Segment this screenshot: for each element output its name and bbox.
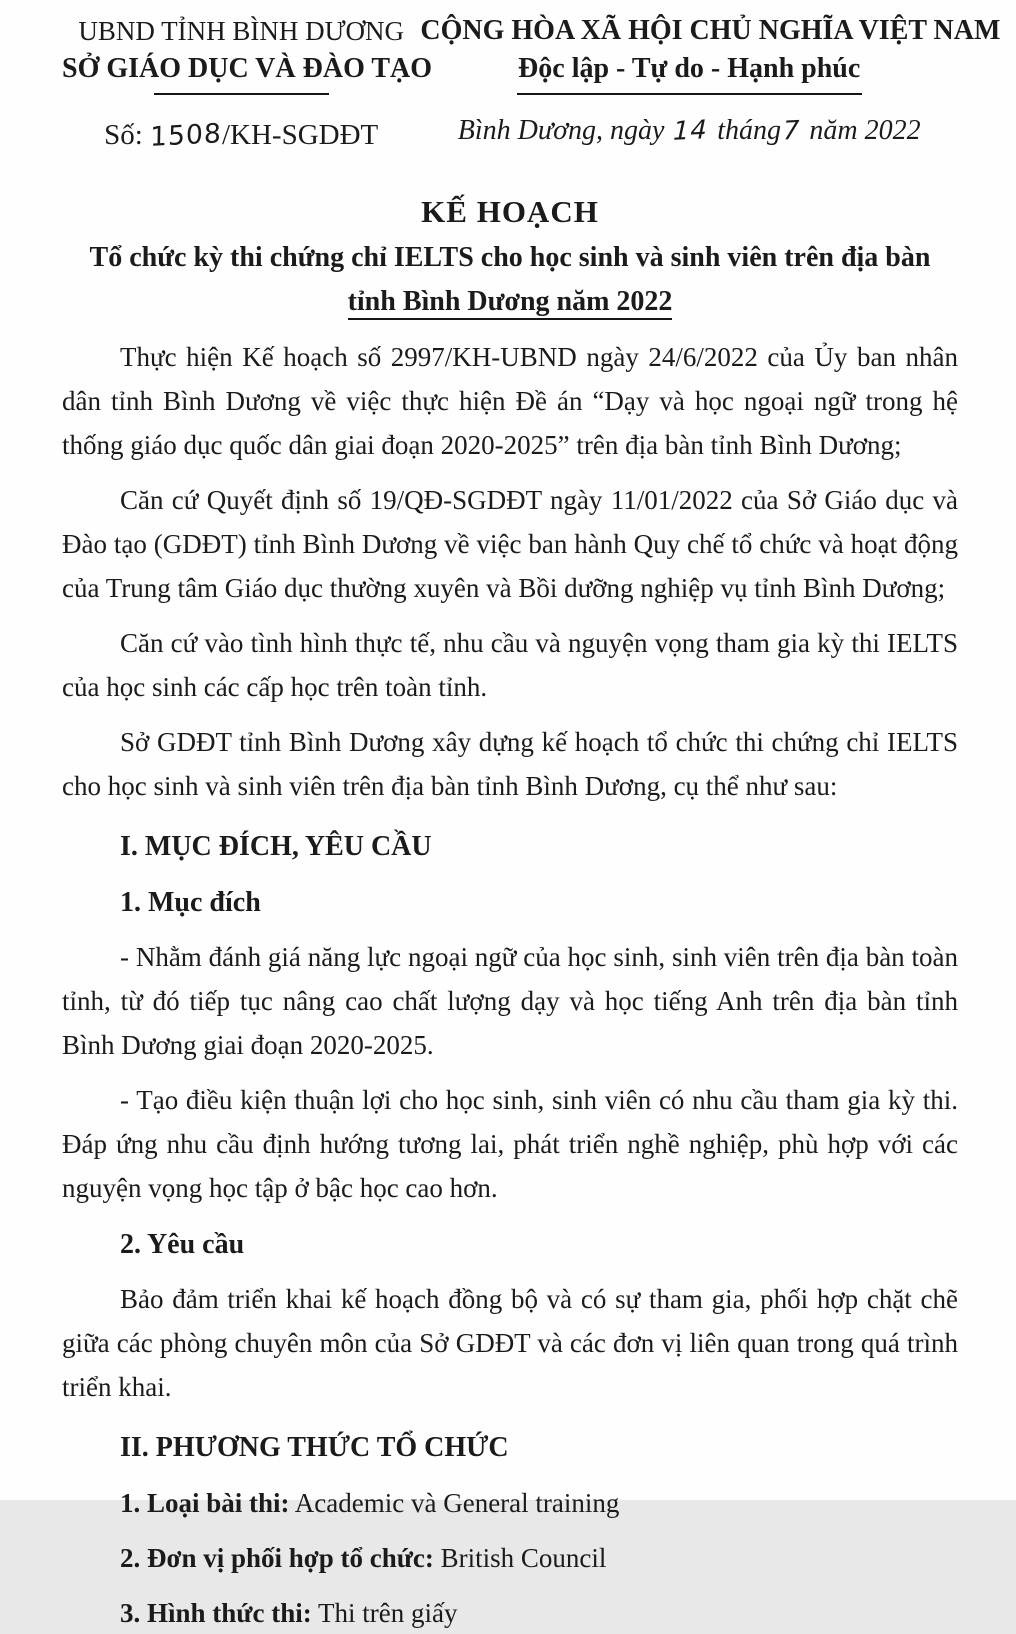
section-2-item-2-label: 2. Đơn vị phối hợp tổ chức: bbox=[120, 1543, 434, 1573]
date-year-suffix: năm 2022 bbox=[809, 115, 921, 146]
subtitle-line-2-wrap bbox=[62, 280, 958, 324]
subtitle-line-2: tỉnh Bình Dương năm 2022 bbox=[348, 286, 673, 320]
document-number-handwritten: 1508 bbox=[149, 118, 223, 153]
section-1-sub-2-heading: 2. Yêu cầu bbox=[120, 1229, 245, 1260]
document-title: KẾ HOẠCH bbox=[421, 194, 599, 229]
section-2-item-3-label: 3. Hình thức thi: bbox=[120, 1598, 312, 1628]
authority-parent-name: UBND TỈNH BÌNH DƯƠNG bbox=[78, 16, 405, 46]
document-body bbox=[62, 194, 958, 1634]
section-2-item-2-value: British Council bbox=[440, 1543, 607, 1573]
issuing-authority-block bbox=[62, 12, 433, 153]
preamble-paragraph-3: Căn cứ vào tình hình thực tế, nhu cầu và nguyện vọng tham gia kỳ thi IELTS của học sinh các cấp học trên toàn tỉnh. bbox=[62, 628, 958, 702]
section-2-item-2 bbox=[62, 1537, 958, 1579]
date-line bbox=[420, 115, 958, 147]
section-1-sub-1-paragraph-1: - Nhằm đánh giá năng lực ngoại ngữ của học sinh, sinh viên trên địa bàn toàn tỉnh, từ đó tiếp tục nâng cao chất lượng dạy và học tiếng Anh trên địa bàn tỉnh Bình Dương giai đoạn 2020-2025. bbox=[62, 942, 958, 1060]
section-2-item-3-value: Thi trên giấy bbox=[318, 1598, 458, 1628]
preamble-paragraph-2: Căn cứ Quyết định số 19/QĐ-SGDĐT ngày 11/01/2022 của Sở Giáo dục và Đào tạo (GDĐT) tỉnh Bình Dương về việc ban hành Quy chế tổ chức và hoạt động của Trung tâm Giáo dục thường xuyên và Bồi dưỡng nghiệp vụ tỉnh Bình Dương; bbox=[62, 485, 958, 603]
authority-name: SỞ GIÁO DỤC VÀ ĐÀO TẠO bbox=[62, 53, 433, 84]
section-1-sub-1-paragraph-2: - Tạo điều kiện thuận lợi cho học sinh, sinh viên có nhu cầu tham gia kỳ thi. Đáp ứng nhu cầu định hướng tương lai, phát triển nghề nghiệp, phù hợp với các nguyện vọng học tập ở bậc học cao hơn. bbox=[62, 1085, 958, 1203]
section-2-heading: II. PHƯƠNG THỨC TỔ CHỨC bbox=[120, 1432, 509, 1463]
preamble-paragraph-1: Thực hiện Kế hoạch số 2997/KH-UBND ngày 24/6/2022 của Ủy ban nhân dân tỉnh Bình Dương về việc thực hiện Đề án “Dạy và học ngoại ngữ trong hệ thống giáo dục quốc dân giai đoạn 2020-2025” trên địa bàn tỉnh Bình Dương; bbox=[62, 342, 958, 460]
subtitle-line-1: Tổ chức kỳ thi chứng chỉ IELTS cho học sinh và sinh viên trên địa bàn bbox=[89, 242, 931, 273]
section-2-item-3 bbox=[62, 1592, 958, 1634]
section-1-sub-1-heading: 1. Mục đích bbox=[120, 887, 261, 918]
national-motto: Độc lập - Tự do - Hạnh phúc bbox=[518, 53, 861, 84]
national-motto-block bbox=[420, 12, 1001, 152]
section-1-sub-2-paragraph-1: Bảo đảm triển khai kế hoạch đồng bộ và có sự tham gia, phối hợp chặt chẽ giữa các phòng chuyên môn của Sở GDĐT và các đơn vị liên quan trong quá trình triển khai. bbox=[62, 1284, 958, 1402]
national-title: CỘNG HÒA XÃ HỘI CHỦ NGHĨA VIỆT NAM bbox=[420, 15, 1001, 46]
document-number-label: Số: bbox=[104, 119, 143, 151]
section-2-item-1-value: Academic và General training bbox=[294, 1488, 620, 1518]
document-number bbox=[62, 119, 420, 152]
document-header bbox=[62, 12, 1001, 153]
date-day-handwritten: 14 bbox=[673, 115, 709, 147]
motto-underline bbox=[517, 93, 862, 95]
section-2-item-1-label: 1. Loại bài thi: bbox=[120, 1488, 290, 1518]
preamble-paragraph-4: Sở GDĐT tỉnh Bình Dương xây dựng kế hoạch tổ chức thi chứng chỉ IELTS cho học sinh và sinh viên trên địa bàn tỉnh Bình Dương, cụ thể như sau: bbox=[62, 727, 958, 801]
authority-underline bbox=[154, 93, 329, 95]
section-2-item-1 bbox=[62, 1482, 958, 1524]
date-month-handwritten: 7 bbox=[782, 115, 801, 147]
document-subtitle bbox=[62, 236, 958, 324]
date-place-prefix: Bình Dương, ngày bbox=[457, 115, 665, 146]
section-1-heading: I. MỤC ĐÍCH, YÊU CẦU bbox=[120, 831, 432, 862]
date-month-label: tháng bbox=[717, 115, 782, 146]
document-number-suffix: /KH-SGDĐT bbox=[221, 119, 379, 151]
